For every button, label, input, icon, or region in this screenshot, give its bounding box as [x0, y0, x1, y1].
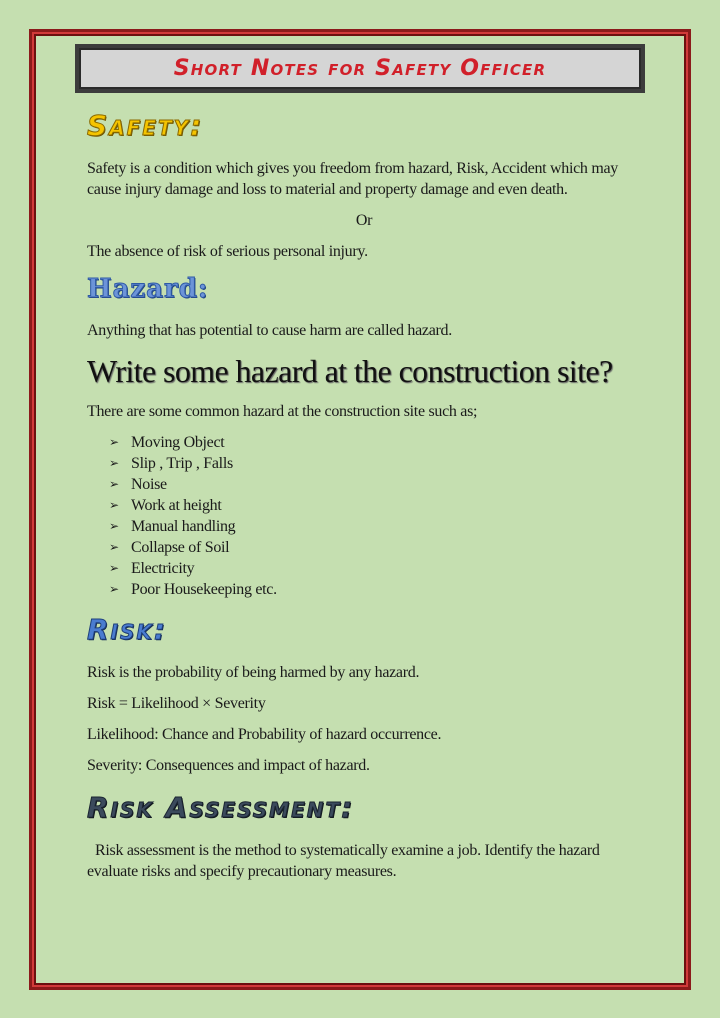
or-separator: Or [355, 212, 373, 229]
likelihood-definition: Likelihood: Chance and Probability of hazard occurrence. [87, 726, 442, 743]
safety-alt-definition: The absence of risk of serious personal injury. [87, 243, 368, 260]
list-item [109, 579, 637, 600]
list-item-text: Collapse of Soil [131, 539, 230, 556]
list-item [109, 432, 637, 453]
risk-assessment-heading: Risk Assessment: [87, 791, 355, 824]
list-item [109, 558, 637, 579]
list-item [109, 537, 637, 558]
list-item-text: Slip , Trip , Falls [131, 455, 233, 472]
risk-definition: Risk is the probability of being harmed by any hazard. [87, 664, 420, 681]
risk-formula: Risk = Likelihood × Severity [87, 695, 266, 712]
list-item-text: Electricity [131, 560, 195, 577]
arrow-bullet-icon: ➢ [109, 456, 119, 470]
title-banner-inner [79, 48, 641, 89]
list-item-text: Work at height [131, 497, 222, 514]
severity-definition: Severity: Consequences and impact of hazard. [87, 757, 370, 774]
arrow-bullet-icon: ➢ [109, 498, 119, 512]
list-item [109, 453, 637, 474]
arrow-bullet-icon: ➢ [109, 519, 119, 533]
arrow-bullet-icon: ➢ [109, 582, 119, 596]
construction-hazard-question: Write some hazard at the construction site? [87, 353, 613, 389]
risk-heading: Risk: [87, 613, 168, 646]
hazard-list [109, 432, 637, 600]
title-banner [75, 44, 645, 93]
list-item-text: Manual handling [131, 518, 236, 535]
list-item-text: Moving Object [131, 434, 225, 451]
arrow-bullet-icon: ➢ [109, 561, 119, 575]
hazard-list-intro: There are some common hazard at the construction site such as; [87, 403, 478, 420]
list-item [109, 474, 637, 495]
list-item [109, 495, 637, 516]
arrow-bullet-icon: ➢ [109, 435, 119, 449]
safety-heading: Safety: [87, 109, 204, 142]
arrow-bullet-icon: ➢ [109, 540, 119, 554]
list-item-text: Poor Housekeeping etc. [131, 581, 277, 598]
list-item [109, 516, 637, 537]
risk-assessment-definition: Risk assessment is the method to systematically examine a job. Identify the hazard evaluate risks and specify precautionary measures. [87, 842, 600, 880]
list-item-text: Noise [131, 476, 167, 493]
hazard-definition: Anything that has potential to cause harm are called hazard. [87, 322, 452, 339]
page-title: Short Notes for Safety Officer [173, 56, 547, 81]
hazard-heading: Hazard: [87, 274, 209, 304]
safety-definition: Safety is a condition which gives you freedom from hazard, Risk, Accident which may cause injury damage and loss to material and property damage and even death. [87, 160, 618, 198]
arrow-bullet-icon: ➢ [109, 477, 119, 491]
document-body [87, 108, 637, 892]
